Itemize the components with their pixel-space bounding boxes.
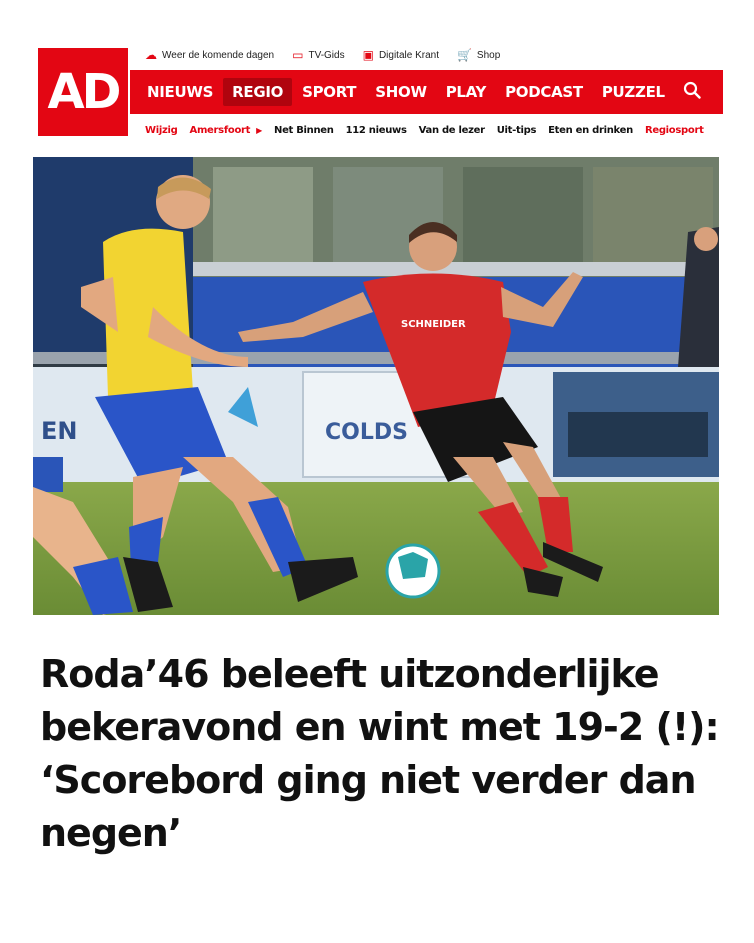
ad-board-text-1: EN	[41, 417, 78, 445]
weather-icon: ☁	[145, 48, 157, 62]
sub-nav-eten-en-drinken[interactable]: Eten en drinken	[548, 124, 633, 136]
nav-regio[interactable]: REGIO	[223, 78, 292, 106]
play-arrow-icon: ▶	[256, 125, 262, 135]
digital-paper-label: Digitale Krant	[378, 49, 439, 61]
sub-nav-uit-tips[interactable]: Uit-tips	[496, 124, 537, 136]
article-headline[interactable]: Roda’46 beleeft uitzonderlijke bekeravond en wint met 19-2 (!): ‘Scorebord ging niet verder dan negen’	[40, 652, 719, 855]
shop-link[interactable]	[457, 49, 500, 61]
main-nav	[130, 70, 723, 114]
sub-nav-regiosport[interactable]: Regiosport	[644, 124, 704, 136]
nav-sport[interactable]: SPORT	[302, 83, 357, 101]
sub-nav	[145, 121, 725, 139]
weather-link-label: Weer de komende dagen	[162, 49, 275, 61]
search-icon[interactable]	[683, 81, 701, 104]
ad-logo[interactable]: AD	[38, 48, 128, 136]
nav-podcast[interactable]: PODCAST	[505, 83, 583, 101]
nav-puzzel[interactable]: PUZZEL	[601, 83, 665, 101]
ad-board-text-2: COLDS	[325, 420, 408, 445]
weather-link[interactable]	[145, 49, 274, 61]
nav-show[interactable]: SHOW	[375, 83, 427, 101]
tv-guide-label: TV-Gids	[308, 49, 345, 61]
sub-nav-van-de-lezer[interactable]: Van de lezer	[418, 124, 485, 136]
newspaper-icon: ▣	[362, 48, 374, 62]
region-location[interactable]: Amersfoort	[189, 124, 251, 136]
shirt-sponsor-text: SCHNEIDER	[401, 319, 466, 330]
tv-icon: ▭	[292, 48, 304, 62]
nav-nieuws[interactable]: NIEUWS	[147, 83, 214, 101]
digital-paper-link[interactable]	[363, 49, 439, 61]
shop-label: Shop	[476, 49, 501, 61]
cart-icon: 🛒	[456, 48, 472, 62]
article-photo[interactable]	[33, 157, 719, 615]
top-links	[145, 44, 500, 66]
tv-guide-link[interactable]	[292, 49, 344, 61]
sub-nav-net-binnen[interactable]: Net Binnen	[274, 124, 334, 136]
nav-play[interactable]: PLAY	[445, 83, 487, 101]
sub-nav-112-nieuws[interactable]: 112 nieuws	[345, 124, 407, 136]
change-region-link[interactable]: Wijzig	[145, 124, 178, 136]
